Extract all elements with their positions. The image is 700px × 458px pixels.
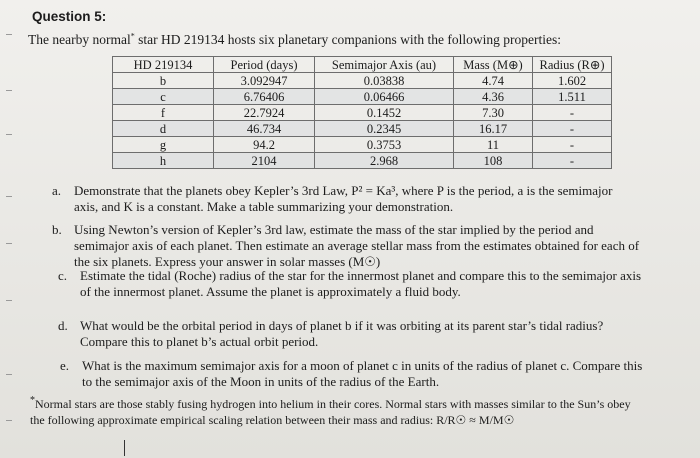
table-cell: 108	[454, 153, 533, 169]
table-cell: 2.968	[315, 153, 454, 169]
item-text-line: Estimate the tidal (Roche) radius of the star for the innermost planet and compare this to the semimajor axis	[80, 268, 642, 283]
table-header-cell: Mass (M⊕)	[454, 57, 533, 73]
question-title: Question 5:	[32, 9, 107, 24]
table-cell: 1.511	[533, 89, 612, 105]
item-text-line: axis, and K is a constant. Make a table summarizing your demonstration.	[74, 199, 454, 214]
text-cursor	[124, 440, 125, 456]
table-cell: d	[113, 121, 214, 137]
table-cell: 46.734	[214, 121, 315, 137]
footnote-marker: *	[130, 31, 135, 41]
margin-tick	[6, 243, 12, 244]
table-header-cell: Period (days)	[214, 57, 315, 73]
table-cell: 22.7924	[214, 105, 315, 121]
table-cell: -	[533, 105, 612, 121]
footnote	[30, 396, 631, 428]
table-row	[113, 137, 612, 153]
table-cell: 0.06466	[315, 89, 454, 105]
table-cell: h	[113, 153, 214, 169]
table-cell: -	[533, 137, 612, 153]
table-cell: 6.76406	[214, 89, 315, 105]
item-label: d.	[58, 318, 68, 333]
table-cell: 7.30	[454, 105, 533, 121]
table-cell: 0.1452	[315, 105, 454, 121]
table-cell: 4.36	[454, 89, 533, 105]
margin-tick	[6, 90, 12, 91]
margin-tick	[6, 420, 12, 421]
item-text	[74, 183, 612, 215]
table-row	[113, 153, 612, 169]
table-cell: 16.17	[454, 121, 533, 137]
footnote-line-2: the following approximate empirical scaling relation between their mass and radius: R/R☉ ≈ M/M☉	[30, 413, 515, 427]
margin-tick	[6, 374, 12, 375]
table-cell: c	[113, 89, 214, 105]
footnote-line-1: *Normal stars are those stably fusing hydrogen into helium in their cores. Normal stars with masses similar to the Sun’s obey	[30, 395, 631, 411]
table-row	[113, 121, 612, 137]
item-text-line: to the semimajor axis of the Moon in units of the radius of the Earth.	[82, 374, 440, 389]
margin-tick	[6, 196, 12, 197]
table-cell: 0.3753	[315, 137, 454, 153]
margin-tick	[6, 300, 12, 301]
table-cell: 1.602	[533, 73, 612, 89]
item-text	[80, 318, 603, 350]
footnote-star: *	[30, 395, 35, 406]
item-text-line: of the innermost planet. Assume the planet is approximately a fluid body.	[80, 284, 461, 299]
table-cell: -	[533, 121, 612, 137]
table-row	[113, 73, 612, 89]
table-cell: b	[113, 73, 214, 89]
table-cell: 3.092947	[214, 73, 315, 89]
item-text-line: What is the maximum semimajor axis for a moon of planet c in units of the radius of planet c. Compare this	[82, 358, 643, 373]
planet-properties-table	[112, 56, 612, 169]
item-label: c.	[58, 268, 68, 283]
item-text	[82, 358, 642, 390]
item-label: a.	[52, 183, 62, 198]
item-label: b.	[52, 222, 62, 237]
table-header-row	[113, 57, 612, 73]
table-cell: f	[113, 105, 214, 121]
item-text-line: Demonstrate that the planets obey Kepler’s 3rd Law, P² = Ka³, where P is the period, a is the semimajor	[74, 183, 613, 198]
question-intro	[28, 32, 561, 48]
table-cell: 0.03838	[315, 73, 454, 89]
table-cell: 94.2	[214, 137, 315, 153]
table-cell: g	[113, 137, 214, 153]
item-text	[80, 268, 641, 300]
margin-tick	[6, 134, 12, 135]
intro-text-start: The nearby normal	[28, 32, 131, 47]
item-text-line: the six planets. Express your answer in solar masses (M☉)	[74, 254, 381, 269]
table-cell: 11	[454, 137, 533, 153]
item-text	[74, 222, 639, 270]
table-row	[113, 105, 612, 121]
table-header-cell: Radius (R⊕)	[533, 57, 612, 73]
intro-text-end: star HD 219134 hosts six planetary companions with the following properties:	[134, 32, 562, 47]
item-label: e.	[60, 358, 70, 373]
table-cell: 0.2345	[315, 121, 454, 137]
item-text-line: What would be the orbital period in days of planet b if it was orbiting at its parent star’s tidal radius?	[80, 318, 604, 333]
table-header-cell: HD 219134	[113, 57, 214, 73]
table-cell: 4.74	[454, 73, 533, 89]
table-header-cell: Semimajor Axis (au)	[315, 57, 454, 73]
margin-tick	[6, 34, 12, 35]
item-text-line: Compare this to planet b’s actual orbit period.	[80, 334, 319, 349]
table-row	[113, 89, 612, 105]
item-text-line: Using Newton’s version of Kepler’s 3rd law, estimate the mass of the star implied by the period and	[74, 222, 594, 237]
table-cell: -	[533, 153, 612, 169]
item-text-line: semimajor axis of each planet. Then estimate an average stellar mass from the estimates obtained for each of	[74, 238, 640, 253]
table-cell: 2104	[214, 153, 315, 169]
